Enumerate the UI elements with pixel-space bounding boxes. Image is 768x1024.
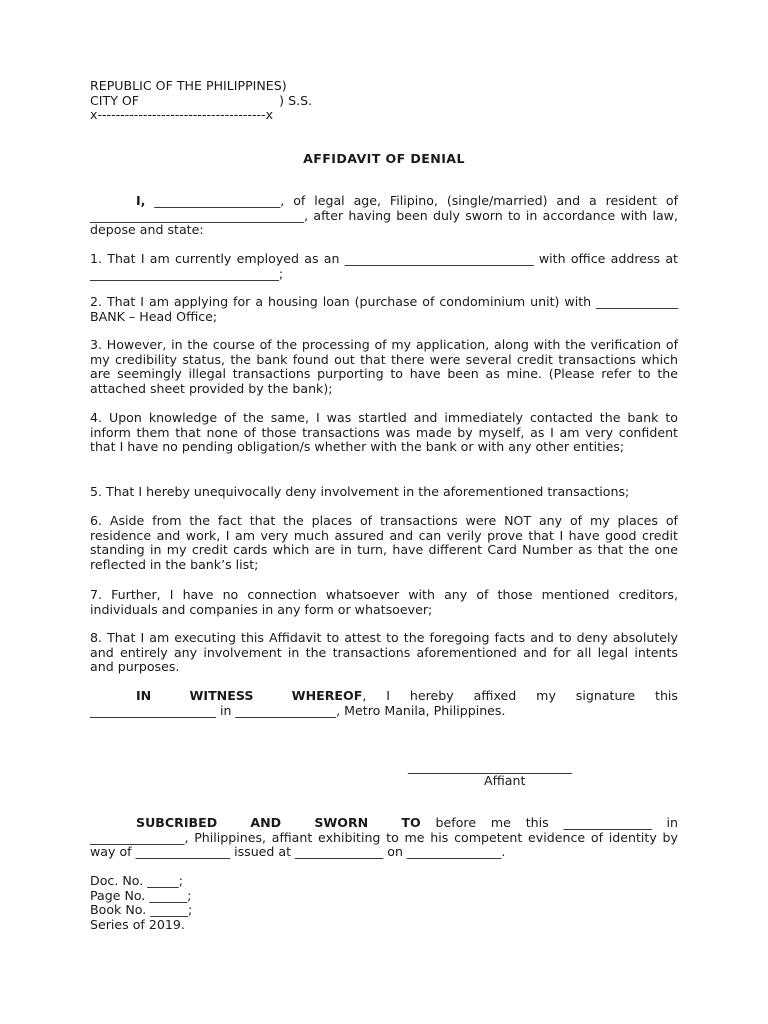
paragraph-1: 1. That I am currently employed as an ______________________________ with office address at ______________________________; — [90, 251, 678, 281]
affiant-signature-line: __________________________ — [408, 759, 572, 774]
caption-divider: x-------------------------------------x — [90, 107, 274, 122]
paragraph-3: 3. However, in the course of the processing of my application, along with the verification of my credibility status, the bank found out that there were several credit transactions which are seemingly illegal transactions purporting to have been as mine. (Please refer to the attached sheet provided by the bank); — [90, 337, 678, 396]
paragraph-4: 4. Upon knowledge of the same, I was startled and immediately contacted the bank to inform them that none of those transactions was made by myself, as I am very confident that I have no pending obligation/s whether with the bank or with any other entities; — [90, 410, 678, 454]
case-caption — [90, 79, 312, 123]
jurat-lead: SUBCRIBED AND SWORN TO — [136, 815, 421, 830]
paragraph-6: 6. Aside from the fact that the places of transactions were NOT any of my places of residence and work, I am very much assured and can verily prove that I have good credit standing in my credit cards which are in turn, have different Card Number as that the one reflected in the bank’s list; — [90, 513, 678, 572]
caption-republic: REPUBLIC OF THE PHILIPPINES) — [90, 78, 287, 93]
book-number: Book No. ______; — [90, 902, 193, 917]
intro-lead: I, — [136, 193, 146, 208]
witness-lead: IN WITNESS WHEREOF — [136, 688, 363, 703]
paragraph-8: 8. That I am executing this Affidavit to attest to the foregoing facts and to deny absolutely and entirely any involvement in the transactions aforementioned and for all legal intents and purposes. — [90, 630, 678, 674]
doc-number: Doc. No. _____; — [90, 873, 183, 888]
series-year: Series of 2019. — [90, 916, 185, 932]
affiant-label: Affiant — [484, 773, 526, 788]
jurat-text: before me this ______________ in _______________, Philippines, affiant exhibiting to me his competent evidence of identity by way of _______________ issued at ______________ on _______________. — [90, 815, 678, 859]
paragraph-2: 2. That I am applying for a housing loan (purchase of condominium unit) with _____________ BANK – Head Office; — [90, 294, 678, 324]
paragraph-5: 5. That I hereby unequivocally deny involvement in the aforementioned transactions; — [90, 484, 630, 499]
witness-paragraph — [90, 689, 678, 718]
page-number: Page No. ______; — [90, 887, 192, 903]
jurat-paragraph — [90, 816, 678, 860]
caption-city: CITY OF ) S.S. — [90, 92, 313, 108]
document-title: AFFIDAVIT OF DENIAL — [303, 151, 465, 166]
intro-text: ____________________, of legal age, Filipino, (single/married) and a resident of __________________________________, after having been duly sworn to in accordance with law, depose and state: — [90, 193, 678, 237]
notarial-register — [90, 874, 192, 932]
paragraph-7: 7. Further, I have no connection whatsoever with any of those mentioned creditors, individuals and companies in any form or whatsoever; — [90, 587, 678, 617]
intro-paragraph — [90, 194, 678, 238]
witness-text: , I hereby affixed my signature this ____________________ in ________________, Metro Manila, Philippines. — [90, 688, 678, 718]
